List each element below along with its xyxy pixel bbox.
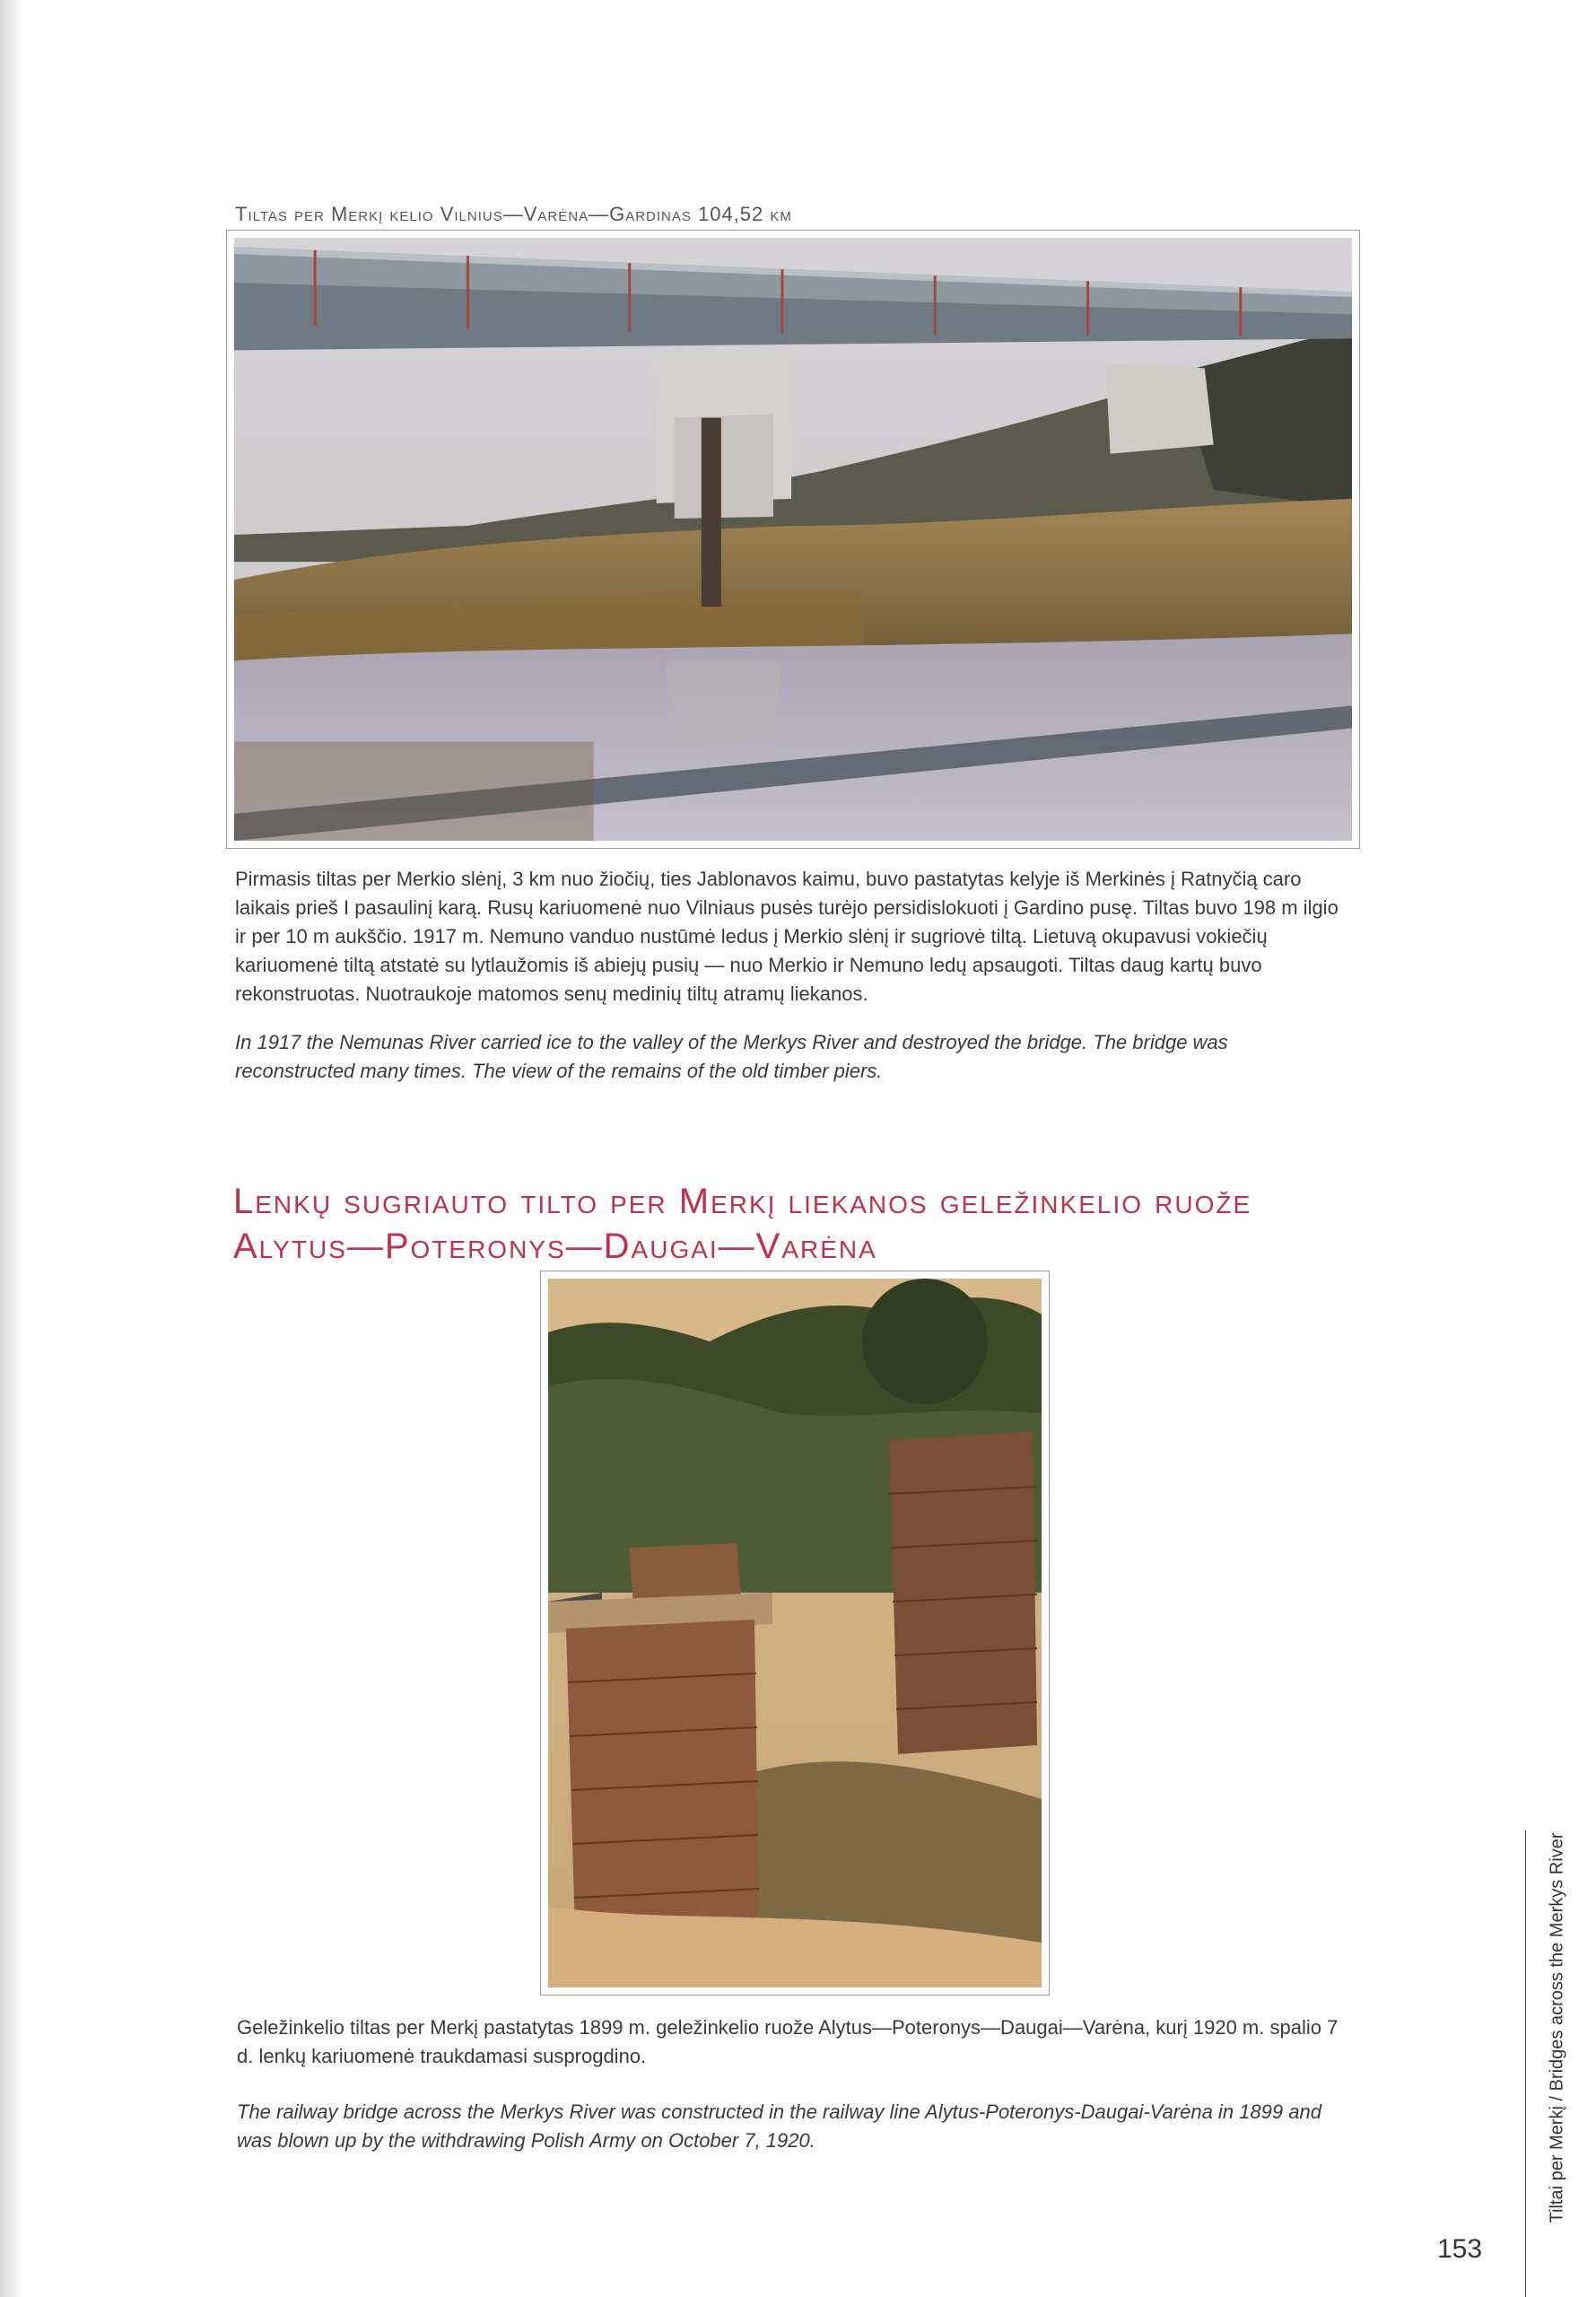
section-title [233,1179,1400,1269]
running-side-title [1539,1830,1575,2225]
highway-bridge-photo [234,238,1352,841]
paragraph-lithuanian-1: Pirmasis tiltas per Merkio slėnį, 3 km nuo žiočių, ties Jablonavos kaimu, buvo pastatytas kelyje iš Merkinės į Ratnyčią caro laikais prieš I pasaulinį karą. Rusų kariuomenė nuo Vilniaus pusės turėjo persidislokuoti į Gardino pusę. Tiltas buvo 198 m ilgio ir per 10 m aukščio. 1917 m. Nemuno vanduo nustūmė ledus į Merkio slėnį ir sugriovė tiltą. Lietuvą okupavusi vokiečių kariuomenė tiltą atstatė su lytlaužomis iš abiejų pusių — nuo Merkio ir Nemuno ledų apsaugoti. Tiltas daug kartų buvo rekonstruotas. Nuotraukoje matomos senų medinių tiltų atramų liekanos. [235,868,1339,1005]
railway-bridge-ruins-illustration [548,1279,1042,1987]
section-title-line-2: Alytus—Poteronys—Daugai—Varėna [233,1227,877,1266]
paragraph-english-1: In 1917 the Nemunas River carried ice to the valley of the Merkys River and destroyed the bridge. The bridge was reconstructed many times. The view of the remains of the old timber piers. [235,1031,1228,1082]
page-number: 153 [1437,2234,1483,2264]
paragraph-english-2: The railway bridge across the Merkys River was constructed in the railway line Alytus-Poteronys-Daugai-Varėna in 1899 and was blown up by the withdrawing Polish Army on October 7, 1920. [237,2100,1321,2152]
photo-caption-header: Tiltas per Merkį kelio Vilnius—Varėna—Gardinas 104,52 km [235,203,792,225]
section-title-line-1: Lenkų sugriauto tilto per Merkį liekanos geležinkelio ruože [233,1182,1252,1221]
railway-bridge-ruins-photo [548,1279,1042,1987]
page-gutter-shadow [0,0,27,2297]
highway-bridge-illustration [234,238,1352,841]
paragraph-lithuanian-2: Geležinkelio tiltas per Merkį pastatytas 1899 m. geležinkelio ruože Alytus—Poteronys—Daugai—Varėna, kurį 1920 m. spalio 7 d. lenkų kariuomenė traukdamasi susprogdino. [237,2016,1339,2067]
running-side-title-text: Tiltai per Merkį / Bridges across the Merkys River [1547,1832,1567,2223]
photo-frame-top [226,230,1360,849]
side-divider-line [1525,1830,1526,2297]
photo-frame-bottom [540,1271,1050,1996]
